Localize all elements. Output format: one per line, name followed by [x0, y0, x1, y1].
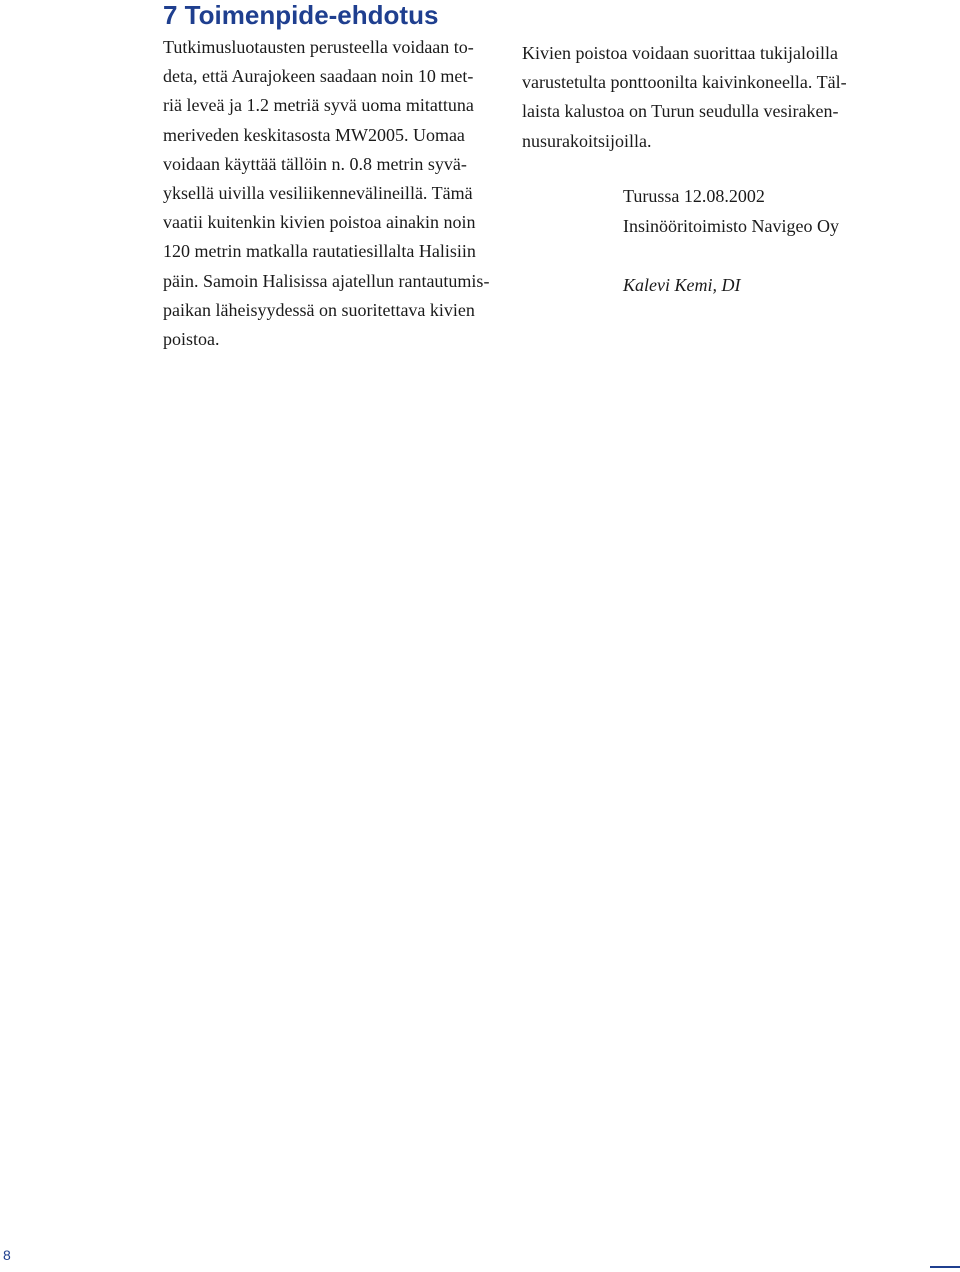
page-number: 8 [3, 1247, 11, 1263]
author-name: Kalevi Kemi, DI [623, 275, 741, 295]
company-name: Insinööritoimisto Navigeo Oy [623, 216, 839, 236]
section-heading: 7 Toimenpide-ehdotus [163, 0, 439, 30]
paragraph-line: riä leveä ja 1.2 metriä syvä uoma mitattuna [163, 95, 474, 116]
paragraph-line: laista kalustoa on Turun seudulla vesiraken- [522, 101, 839, 122]
paragraph-line: Tutkimusluotausten perusteella voidaan to- [163, 37, 474, 57]
signature-block [623, 181, 839, 241]
paragraph-line: vaatii kuitenkin kivien poistoa ainakin noin [163, 212, 476, 233]
paragraph-line: paikan läheisyydessä on suoritettava kivien [163, 299, 475, 320]
paragraph-line: voidaan käyttää tällöin n. 0.8 metrin syvä- [163, 153, 467, 174]
left-column-paragraph [163, 33, 508, 354]
right-column-paragraph [522, 39, 882, 156]
paragraph-line: meriveden keskitasosta MW2005. Uomaa [163, 124, 465, 145]
paragraph-line: deta, että Aurajokeen saadaan noin 10 met- [163, 66, 474, 87]
paragraph-line: poistoa. [163, 329, 220, 350]
footer-rule [930, 1266, 960, 1268]
paragraph-line: varustetulta ponttoonilta kaivinkoneella. Täl- [522, 72, 847, 93]
paragraph-line: päin. Samoin Halisissa ajatellun rantautumis- [163, 270, 490, 291]
paragraph-line: nusurakoitsijoilla. [522, 130, 652, 151]
paragraph-line: yksellä uivilla vesiliikennevälineillä. Tämä [163, 183, 473, 204]
paragraph-line: Kivien poistoa voidaan suorittaa tukijaloilla [522, 43, 838, 63]
paragraph-line: 120 metrin matkalla rautatiesillalta Halisiin [163, 241, 476, 262]
place-date: Turussa 12.08.2002 [623, 186, 765, 206]
